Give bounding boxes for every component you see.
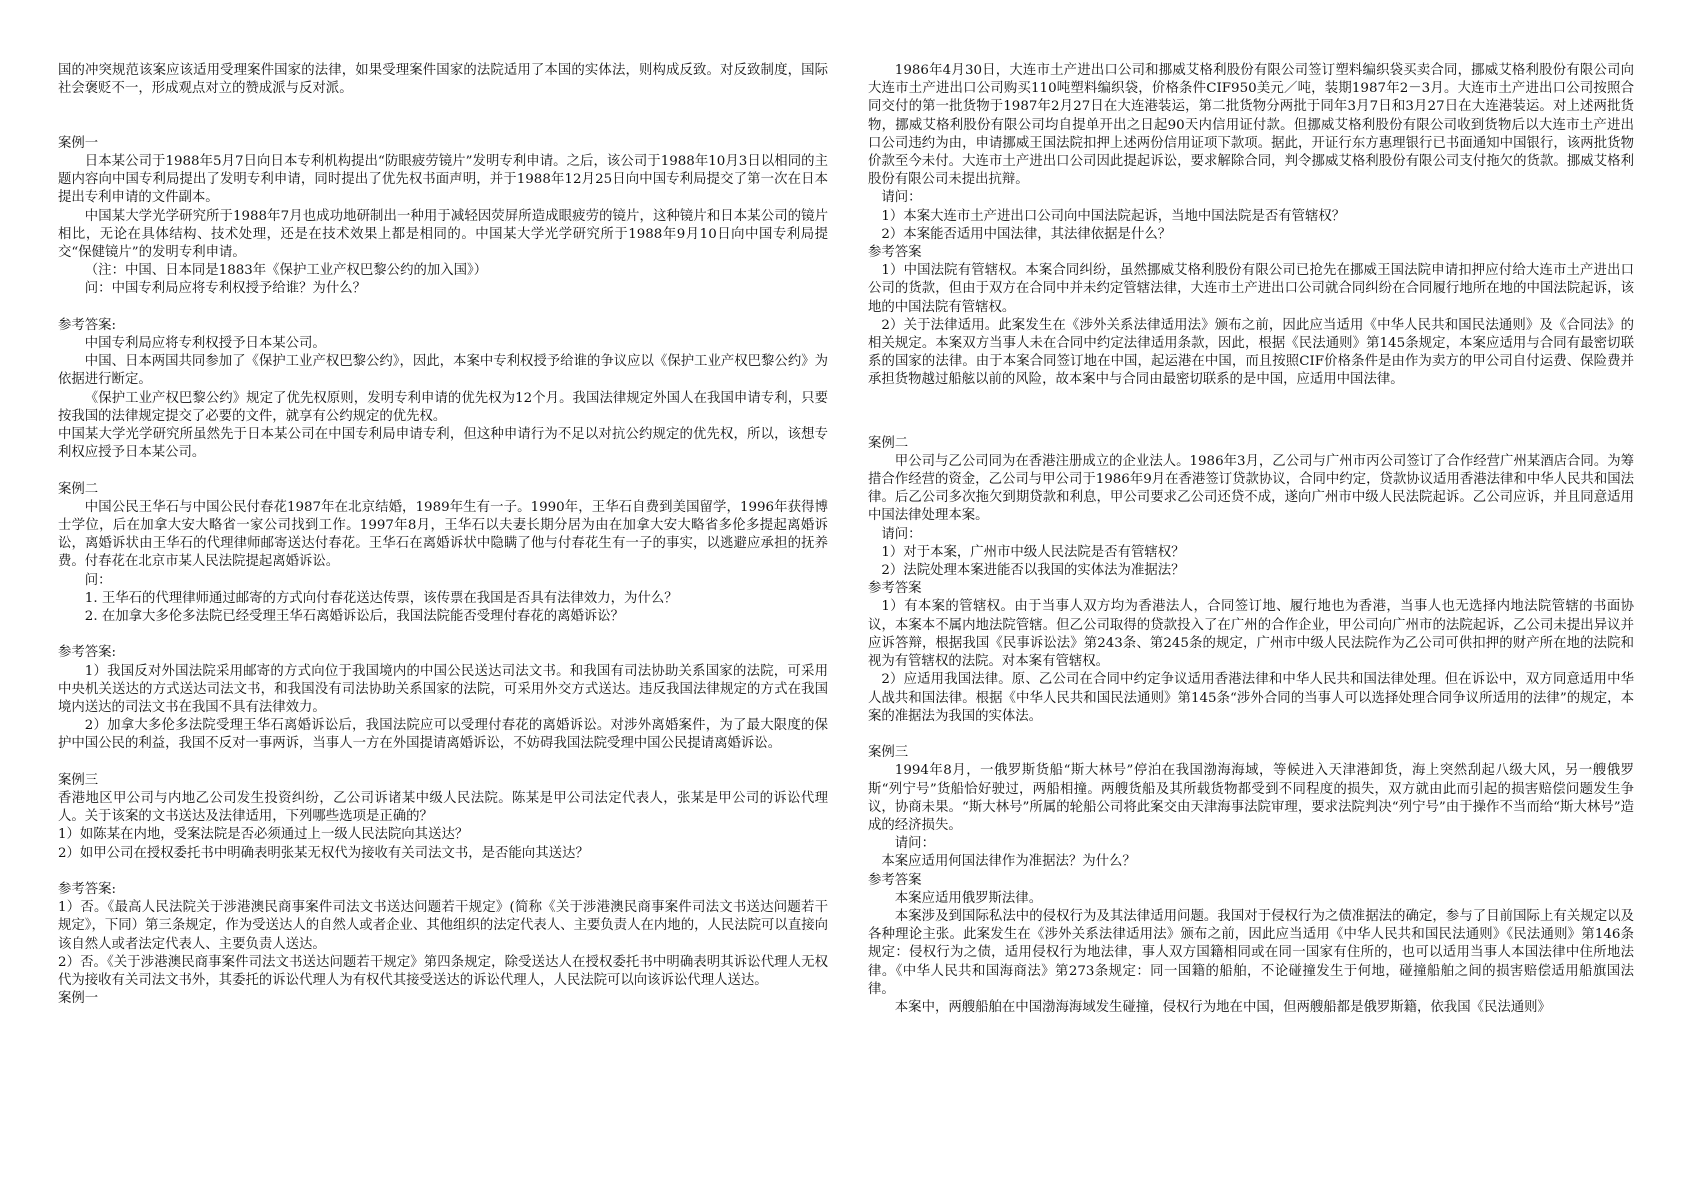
case1-answer-label: 参考答案:	[58, 317, 117, 333]
r-case3-heading: 案例三	[868, 745, 909, 761]
r-case2-heading: 案例二	[868, 435, 909, 451]
r-case1-ask: 请问：	[881, 190, 922, 206]
r-case2-answer: 1）有本案的管辖权。由于当事人双方均为香港法人，合同签订地、履行地也为香港，当事人也无选择内地法院管辖的书面协议，本案本不属内地法院管辖。但乙公司取得的贷款投入了在广州的合作企业，甲公司向广州市的法院起诉，乙公司未提出异议并应诉答辩，根据我国《民事诉讼法》第243条、第245条的规定，广州市中级人民法院作为乙公司可供扣押的财产所在地的法院和视为有管辖权的法院。对本案有管辖权。	[868, 599, 1634, 670]
r-case2-paragraph: 甲公司与乙公司同为在香港注册成立的企业法人。1986年3月，乙公司与广州市丙公司签订了合作经营广州某酒店合同。为筹措合作经营的资金，乙公司与甲公司于1986年9月在香港签订贷款协议，合同中约定，贷款协议适用香港法律和中华人民共和国法律。后乙公司多次拖欠到期贷款和利息，甲公司要求乙公司还贷不成，遂向广州市中级人民法院起诉。乙公司应诉，并且同意适用中国法律处理本案。	[868, 453, 1634, 524]
r-case2-question: 1）对于本案，广州市中级人民法院是否有管辖权？	[881, 544, 1185, 560]
right-column	[868, 62, 1634, 1017]
case3-question: 1）如陈某在内地，受案法院是否必须通过上一级人民法院向其送达？	[58, 827, 469, 843]
case1-paragraph: 中国某大学光学研究所于1988年7月也成功地研制出一种用于减轻因荧屏所造成眼疲劳的镜片，这种镜片和日本某公司的镜片相比，无论在具体结构、技术处理，还是在技术效果上都是相同的。中国某大学光学研究所于1988年9月10日向中国专利局提交“保健镜片”的发明专利申请。	[58, 208, 828, 261]
left-column	[58, 62, 828, 1008]
case2-question-label: 问：	[84, 572, 112, 588]
r-case1-answer-label: 参考答案	[868, 245, 922, 261]
case3-answer: 1）否。《最高人民法院关于涉港澳民商事案件司法文书送达问题若干规定》(简称《关于涉港澳民商事案件司法文书送达问题若干规定》，下同）第三条规定，作为受送达人的自然人或者企业、其他组织的法定代表人、主要负责人在内地的，人民法院可以直接向该自然人或者法定代表人、主要负责人送达。	[58, 900, 828, 952]
r-case2-answer: 2）应适用我国法律。原、乙公司在合同中约定争议适用香港法律和中华人民共和国法律处理。但在诉讼中，双方同意适用中华人战共和国法律。根据《中华人民共和国民法通则》第145条“涉外合同的当事人可以选择处理合同争议所适用的法律”的规定，本案的准据法为我国的实体法。	[868, 672, 1634, 724]
case2-heading: 案例二	[58, 481, 99, 497]
r-case1-question: 2）本案能否适用中国法律，其法律依据是什么？	[881, 226, 1172, 242]
r-case3-paragraph: 1994年8月，一俄罗斯货船“斯大林号”停泊在我国渤海海域，等候进入天津港卸货，海上突然刮起八级大风，另一艘俄罗斯“列宁号”货船恰好驶过，两船相撞。两艘货船及其所载货物都受到不同程度的损失，双方就由此而引起的损害赔偿问题发生争议，协商未果。“斯大林号”所属的轮船公司将此案交由天津海事法院审理，要求法院判决“列宁号”由于操作不当而给“斯大林号”造成的经济损失。	[868, 763, 1634, 833]
case1-paragraph: 日本某公司于1988年5月7日向日本专利机构提出“防眼疲劳镜片”发明专利申请。之后，该公司于1988年10月3日以相同的主题内容向中国专利局提出了发明专利申请，同时提出了优先权书面声明，并于1988年12月25日向中国专利局提交了第一次在日本提出专利申请的文件副本。	[58, 154, 828, 206]
case1-answer: 中国专利局应将专利权授予日本某公司。	[84, 336, 326, 352]
case2-paragraph: 中国公民王华石与中国公民付春花1987年在北京结婚，1989年生有一子。1990年，王华石自费到美国留学，1996年获得博士学位，后在加拿大安大略省一家公司找到工作。1997年8月，王华石以夫妻长期分居为由在加拿大安大略省多伦多提起离婚诉讼，离婚诉状由王华石的代理律师邮寄送达付春花。王华石在离婚诉状中隐瞒了他与付春花生有一子的事实，以逃避应承担的抚养费。付春花在北京市某人民法院提起离婚诉讼。	[58, 499, 828, 570]
intro-paragraph: 国的冲突规范该案应该适用受理案件国家的法律，如果受理案件国家的法院适用了本国的实体法，则构成反致。对反致制度，国际社会褒贬不一，形成观点对立的赞成派与反对派。	[58, 63, 828, 97]
r-case2-question: 2）法院处理本案进能否以我国的实体法为准据法？	[881, 563, 1185, 579]
case2-answer-label: 参考答案:	[58, 645, 117, 661]
r-case3-question: 本案应适用何国法律作为准据法？为什么？	[881, 854, 1136, 870]
case1-question: 问：中国专利局应将专利权授予给谁？为什么？	[84, 281, 366, 297]
r-case1-question: 1）本案大连市土产进出口公司向中国法院起诉，当地中国法院是否有管辖权？	[881, 208, 1346, 224]
r-case3-answer: 本案应适用俄罗斯法律。	[894, 890, 1043, 906]
case1-note: （注：中国、日本同是1883年《保护工业产权巴黎公约的加入国》）	[84, 263, 488, 279]
next-case-heading: 案例一	[58, 991, 99, 1007]
r-case1-answer: 2）关于法律适用。此案发生在《涉外关系法律适用法》颁布之前，因此应当适用《中华人民共和国民法通则》及《合同法》的相关规定。本案双方当事人未在合同中约定法律适用条款，因此，根据《民法通则》第145条规定，本案应适用与合同有最密切联系的国家的法律。由于本案合同签订地在中国，起运港在中国，而且按照CIF价格条件是由作为卖方的甲公司自付运费、保险费并承担货物越过船舷以前的风险，故本案中与合同由最密切联系的是中国，应适用中国法律。	[868, 317, 1634, 388]
r-case2-answer-label: 参考答案	[868, 581, 922, 597]
r-case2-ask: 请问：	[881, 526, 922, 542]
case2-question: 1. 王华石的代理律师通过邮寄的方式向付春花送达传票，该传票在我国是否具有法律效力，为什么？	[84, 590, 678, 606]
case2-answer: 1）我国反对外国法院采用邮寄的方式向位于我国境内的中国公民送达司法文书。和我国有司法协助关系国家的法院，可采用中央机关送达的方式送达司法文书，和我国没有司法协助关系国家的法院，可采用外交方式送达。违反我国法律规定的方式在我国境内送达的司法文书在我国不具有法律效力。	[58, 663, 828, 716]
r-case3-answer-label: 参考答案	[868, 872, 922, 888]
case2-answer: 2）加拿大多伦多法院受理王华石离婚诉讼后，我国法院应可以受理付春花的离婚诉讼。对涉外离婚案件，为了最大限度的保护中国公民的利益，我国不反对一事两诉，当事人一方在外国提请离婚诉讼，不妨碍我国法院受理中国公民提请离婚诉讼。	[58, 718, 828, 752]
case2-question: 2. 在加拿大多伦多法院已经受理王华石离婚诉讼后，我国法院能否受理付春花的离婚诉讼？	[84, 609, 625, 625]
r-case3-answer: 本案中，两艘船舶在中国渤海海域发生碰撞，侵权行为地在中国，但两艘船都是俄罗斯籍，依我国《民法通则》	[894, 999, 1551, 1015]
r-case3-answer: 本案涉及到国际私法中的侵权行为及其法律适用问题。我国对于侵权行为之债准据法的确定，参与了目前国际上有关规定以及各种理论主张。此案发生在《涉外关系法律适用法》颁布之前，因此应当适用《中华人民共和国民法通则》《民法通则》第146条规定：侵权行为之债，适用侵权行为地法律，事人双方国籍相同或在同一国家有住所的，也可以适用当事人本国法律中住所地法律。《中华人民共和国海商法》第273条规定：同一国籍的船舶，不论碰撞发生于何地，碰撞船舶之间的损害赔偿适用船旗国法律。	[868, 908, 1634, 997]
case1-answer: 中国某大学光学研究所虽然先于日本某公司在中国专利局申请专利，但这种申请行为不足以对抗公约规定的优先权，所以，该想专利权应授予日本某公司。	[58, 427, 828, 461]
case3-answer-label: 参考答案:	[58, 882, 117, 898]
case3-heading: 案例三	[58, 772, 99, 788]
case1-answer: 中国、日本两国共同参加了《保护工业产权巴黎公约》，因此，本案中专利权授予给谁的争议应以《保护工业产权巴黎公约》为依据进行断定。	[58, 354, 828, 388]
case3-paragraph: 香港地区甲公司与内地乙公司发生投资纠纷，乙公司诉诸某中级人民法院。陈某是甲公司法定代表人，张某是甲公司的诉讼代理人。关于该案的文书送达及法律适用，下列哪些选项是正确的？	[58, 791, 828, 825]
r-case1-paragraph: 1986年4月30日，大连市土产进出口公司和挪威艾格利股份有限公司签订塑料编织袋买卖合同，挪威艾格利股份有限公司向大连市土产进出口公司购买110吨塑料编织袋，价格条件CIF950美元／吨，装期1987年2－3月。大连市土产进出口公司按照合同交付的第一批货物于1987年2月27日在大连港装运，第二批货物分两批于同年3月7日和3月27日在大连港装运。对上述两批货物，挪威艾格利股份有限公司均自提单开出之日起90天内信用证付款。但挪威艾格利股份有限公司收到货物后以大连市土产进出口公司违约为由，申请挪威王国法院扣押上述两份信用证项下款项。据此，开证行东方惠理银行已书面通知中国银行，该两批货物价款至今未付。大连市土产进出口公司因此提起诉讼，要求解除合同，判令挪威艾格利股份有限公司支付拖欠的货款。挪威艾格利股份有限公司未提出抗辩。	[868, 63, 1634, 188]
case1-answer: 《保护工业产权巴黎公约》规定了优先权原则，发明专利申请的优先权为12个月。我国法律规定外国人在我国申请专利，只要按我国的法律规定提交了必要的文件，就享有公约规定的优先权。	[58, 390, 828, 424]
case1-heading: 案例一	[58, 135, 99, 151]
case3-question: 2）如甲公司在授权委托书中明确表明张某无权代为接收有关司法文书，是否能向其送达？	[58, 845, 589, 861]
case3-answer: 2）否。《关于涉港澳民商事案件司法文书送达问题若干规定》第四条规定，除受送达人在授权委托书中明确表明其诉讼代理人无权代为接收有关司法文书外，其委托的诉讼代理人为有权代其接受送达的诉讼代理人，人民法院可以向该诉讼代理人送达。	[58, 954, 828, 989]
r-case1-answer: 1）中国法院有管辖权。本案合同纠纷，虽然挪威艾格利股份有限公司已抢先在挪威王国法院申请扣押应付给大连市土产进出口公司的货款，但由于双方在合同中并未约定管辖法律，大连市土产进出口公司就合同纠纷在合同履行地所在地的中国法院起诉，该地的中国法院有管辖权。	[868, 263, 1634, 315]
r-case3-ask: 请问：	[894, 836, 935, 852]
